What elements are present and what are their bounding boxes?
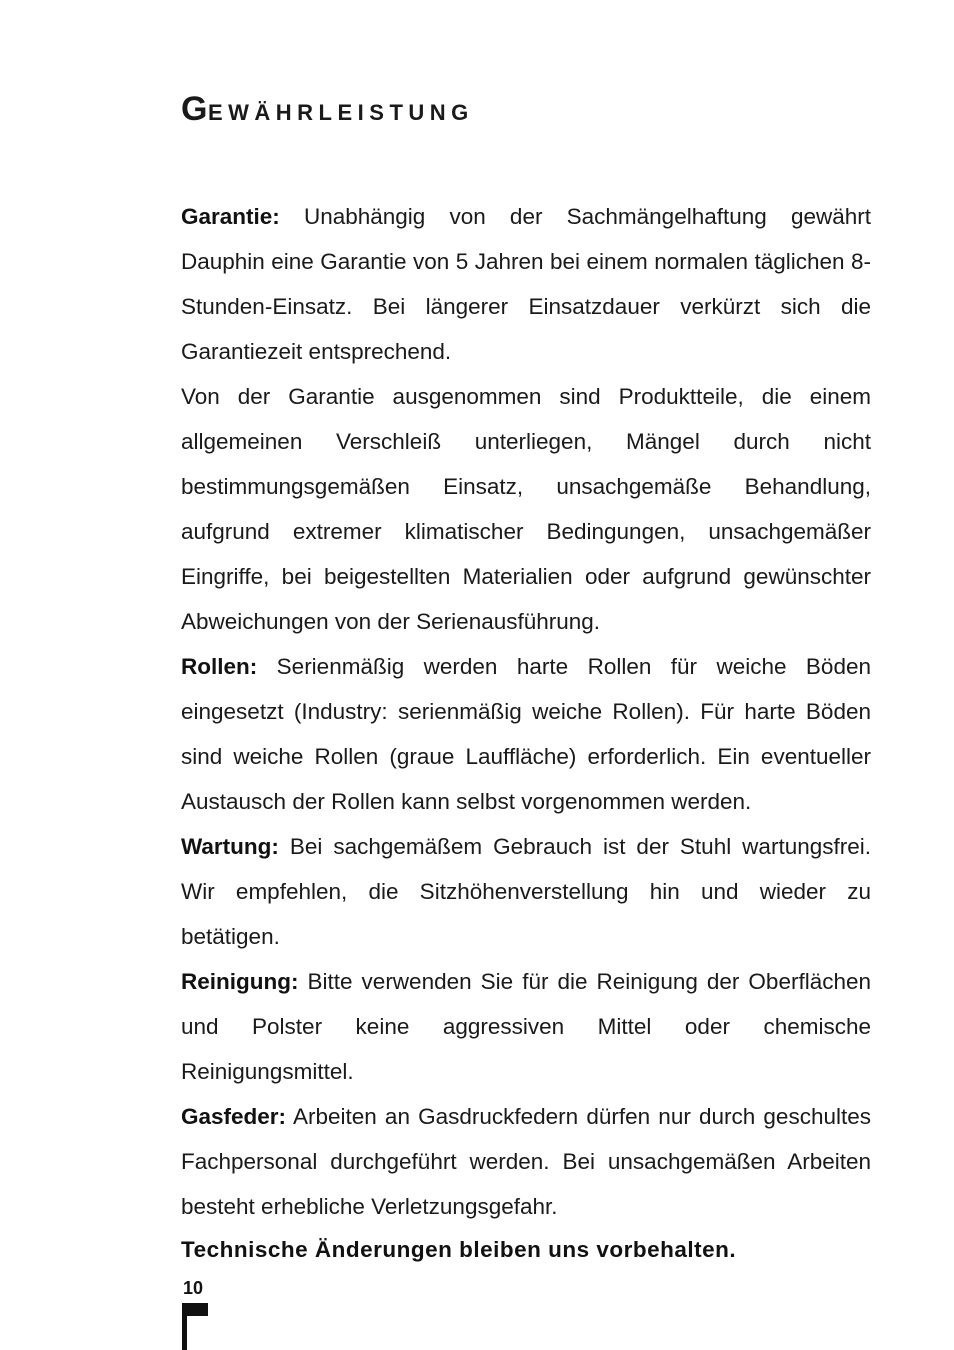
warranty-body <box>181 194 871 1229</box>
section-exclusions <box>181 374 871 644</box>
page-number: 10 <box>183 1278 204 1298</box>
section-text: Unabhängig von der Sachmängelhaftung gewährt Dauphin eine Garantie von 5 Jahren bei einem normalen täglichen 8-Stunden-Einsatz. Bei längerer Einsatzdauer verkürzt sich die Garantiezeit entsprechend. <box>181 204 871 364</box>
section-gasfeder <box>181 1094 871 1229</box>
section-label: Wartung: <box>181 834 279 859</box>
section-text: Arbeiten an Gasdruckfedern dürfen nur durch geschultes Fachpersonal durchgeführt werden. Bei unsachgemäßen Arbeiten besteht erhebliche Verletzungsgefahr. <box>181 1104 871 1219</box>
corner-mark-icon <box>182 1303 208 1350</box>
section-label: Garantie: <box>181 204 280 229</box>
section-text: Bei sachgemäßem Gebrauch ist der Stuhl wartungsfrei. Wir empfehlen, die Sitzhöhenverstellung hin und wieder zu betätigen. <box>181 834 871 949</box>
section-text: Von der Garantie ausgenommen sind Produktteile, die einem allgemeinen Verschleiß unterliegen, Mängel durch nicht bestimmungsgemäßen Einsatz, unsachgemäße Behandlung, aufgrund extremer klimatischer Bedingungen, unsachgemäßer Eingriffe, bei beigestellten Materialien oder aufgrund gewünschter Abweichungen von der Serienausführung. <box>181 384 871 634</box>
closing-statement: Technische Änderungen bleiben uns vorbehalten. <box>181 1237 737 1262</box>
section-rollen <box>181 644 871 824</box>
section-label: Gasfeder: <box>181 1104 287 1129</box>
section-reinigung <box>181 959 871 1094</box>
corner-mark-vertical <box>182 1303 187 1350</box>
section-garantie <box>181 194 871 374</box>
section-text: Bitte verwenden Sie für die Reinigung der Oberflächen und Polster keine aggressiven Mittel oder chemische Reinigungsmittel. <box>181 969 871 1084</box>
page-title-rest: EWÄHRLEISTUNG <box>207 100 474 125</box>
page-title <box>181 92 474 126</box>
section-label: Rollen: <box>181 654 258 679</box>
page-title-initial: G <box>181 90 208 128</box>
section-wartung <box>181 824 871 959</box>
section-text: Serienmäßig werden harte Rollen für weiche Böden eingesetzt (Industry: serienmäßig weiche Rollen). Für harte Böden sind weiche Rollen (graue Lauffläche) erforderlich. Ein eventueller Austausch der Rollen kann selbst vorgenommen werden. <box>181 654 871 814</box>
section-label: Reinigung: <box>181 969 299 994</box>
